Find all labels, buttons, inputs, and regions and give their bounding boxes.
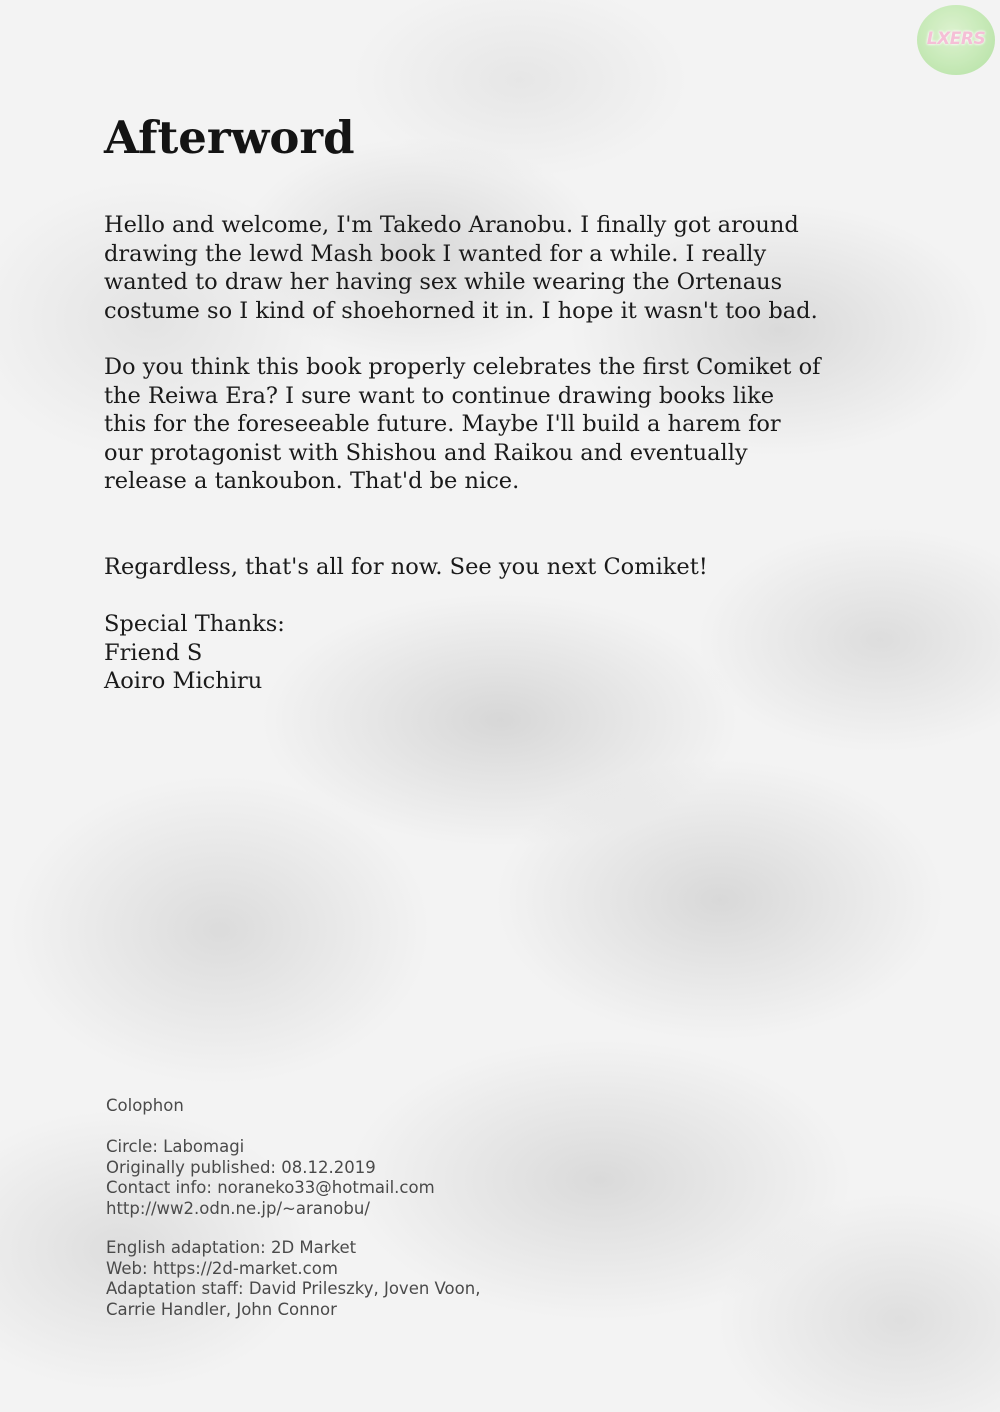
colophon-publication-info	[106, 1137, 435, 1219]
text-line: this for the foreseeable future. Maybe I'll build a harem for	[104, 411, 781, 437]
text-line: release a tankoubon. That'd be nice.	[104, 468, 520, 494]
colophon-line: English adaptation: 2D Market	[106, 1238, 357, 1257]
text-line: our protagonist with Shishou and Raikou and eventually	[104, 439, 748, 466]
special-thanks-name: Aoiro Michiru	[104, 668, 263, 694]
special-thanks-heading: Special Thanks:	[104, 611, 285, 637]
colophon-line: Web: https://2d-market.com	[106, 1258, 338, 1278]
special-thanks	[104, 610, 924, 696]
watermark-logo	[917, 5, 995, 75]
text-line: Do you think this book properly celebrates the first Comiket of	[104, 354, 821, 380]
text-line: the Reiwa Era? I sure want to continue drawing books like	[104, 382, 775, 409]
colophon-line: Carrie Handler, John Connor	[106, 1299, 337, 1319]
text-line: Hello and welcome, I'm Takedo Aranobu. I finally got around	[104, 212, 799, 238]
text-line: Regardless, that's all for now. See you next Comiket!	[104, 554, 708, 580]
colophon-heading-text: Colophon	[106, 1096, 184, 1115]
colophon-line: Circle: Labomagi	[106, 1137, 245, 1156]
text-line: wanted to draw her having sex while wearing the Ortenaus	[104, 269, 783, 295]
colophon-line: Adaptation staff: David Prileszky, Joven Voon,	[106, 1279, 481, 1298]
colophon-line: http://ww2.odn.ne.jp/~aranobu/	[106, 1198, 370, 1218]
colophon-adaptation-info	[106, 1238, 480, 1320]
text-line: costume so I kind of shoehorned it in. I hope it wasn't too bad.	[104, 297, 818, 324]
watermark-logo-text: LXERS	[926, 29, 986, 49]
paragraph-intro	[104, 211, 924, 325]
paragraph-closing	[104, 553, 924, 582]
colophon-line: Contact info: noraneko33@hotmail.com	[106, 1178, 435, 1197]
text-line: drawing the lewd Mash book I wanted for a while. I really	[104, 240, 767, 267]
page-title: Afterword	[104, 111, 355, 164]
colophon-heading	[106, 1096, 184, 1117]
special-thanks-name: Friend S	[104, 639, 203, 666]
colophon-line: Originally published: 08.12.2019	[106, 1157, 376, 1177]
paragraph-comiket	[104, 353, 924, 496]
